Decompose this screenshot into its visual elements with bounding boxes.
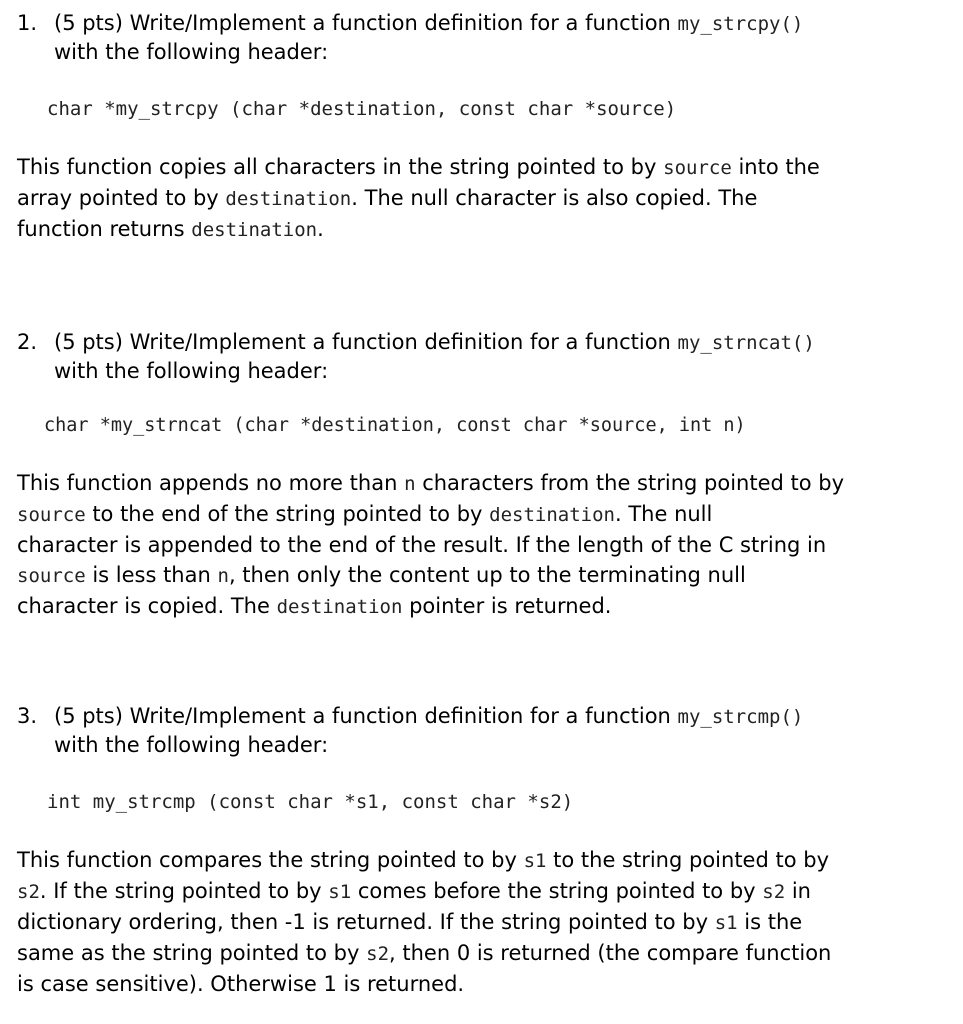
function-signature: int my_strcmp (const char *s1, const char *s2)	[47, 791, 574, 813]
description-line	[17, 530, 917, 560]
description-text: is less than	[85, 563, 218, 587]
code-term: s1	[714, 912, 738, 934]
code-term: destination	[191, 219, 318, 241]
problem-number: 3.	[17, 704, 38, 728]
function-signature: char *my_strcpy (char *destination, const char *source)	[47, 98, 677, 120]
description-text: .	[317, 217, 324, 241]
description-text: . If the string pointed to by	[39, 879, 329, 903]
code-term: s2	[366, 943, 390, 965]
description-line	[17, 499, 917, 530]
description-line	[17, 845, 917, 876]
code-term: source	[17, 565, 86, 587]
problem-description	[17, 845, 917, 999]
problem-description	[17, 152, 917, 245]
description-text: to the string pointed to by	[546, 848, 829, 872]
description-text: array pointed to by	[17, 186, 226, 210]
description-text: character is appended to the end of the result. If the length of the C string in	[17, 533, 827, 557]
problem-description	[17, 468, 917, 622]
description-text: This function compares the string pointed to by	[17, 848, 524, 872]
description-text: characters from the string pointed to by	[415, 471, 845, 495]
code-term: n	[404, 473, 416, 495]
description-line	[17, 591, 917, 622]
description-text: comes before the string pointed to by	[351, 879, 763, 903]
problem-heading	[17, 702, 803, 732]
description-line	[17, 152, 917, 183]
problem-heading	[17, 9, 803, 39]
function-name: my_strcmp()	[677, 706, 804, 728]
description-line	[17, 560, 917, 591]
problem-heading-line2: with the following header:	[54, 359, 329, 383]
description-text: function returns	[17, 217, 192, 241]
description-text: , then 0 is returned (the compare function	[389, 941, 832, 965]
description-text: . The null character is also copied. The	[351, 186, 758, 210]
description-text: . The null	[614, 502, 713, 526]
problem-number: 1.	[17, 11, 38, 35]
code-term: s1	[328, 881, 352, 903]
problem-heading-line2: with the following header:	[54, 733, 329, 757]
description-text: into the	[731, 155, 820, 179]
code-term: s2	[762, 881, 786, 903]
problem-heading-text: (5 pts) Write/Implement a function definition for a function	[54, 704, 671, 728]
code-term: source	[663, 157, 732, 179]
description-line	[17, 938, 917, 969]
problem-heading-line2: with the following header:	[54, 40, 329, 64]
code-term: destination	[225, 188, 352, 210]
description-text: dictionary ordering, then -1 is returned. If the string pointed to by	[17, 910, 715, 934]
description-text: to the end of the string pointed to by	[85, 502, 490, 526]
code-term: source	[17, 504, 86, 526]
code-term: s2	[17, 881, 40, 903]
problem-heading-text: (5 pts) Write/Implement a function definition for a function	[54, 11, 671, 35]
description-line	[17, 214, 917, 245]
description-text: character is copied. The	[17, 594, 277, 618]
problem-heading-text: (5 pts) Write/Implement a function definition for a function	[54, 330, 671, 354]
description-line	[17, 876, 917, 907]
code-term: destination	[489, 504, 615, 526]
description-text: is the	[737, 910, 803, 934]
code-term: destination	[276, 596, 403, 618]
description-text: , then only the content up to the terminating null	[228, 563, 746, 587]
description-text: This function appends no more than	[17, 471, 405, 495]
description-line	[17, 969, 917, 999]
function-name: my_strcpy()	[677, 13, 804, 35]
description-text: This function copies all characters in the string pointed to by	[17, 155, 664, 179]
function-signature: char *my_strncat (char *destination, const char *source, int n)	[44, 415, 746, 436]
description-line	[17, 907, 917, 938]
description-text: in	[785, 879, 811, 903]
description-line	[17, 468, 917, 499]
code-term: n	[217, 565, 229, 587]
problem-number: 2.	[17, 330, 38, 354]
description-text: pointer is returned.	[402, 594, 612, 618]
function-name: my_strncat()	[677, 332, 815, 354]
code-term: s1	[523, 850, 547, 872]
description-text: same as the string pointed to by	[17, 941, 367, 965]
description-text: is case sensitive). Otherwise 1 is returned.	[17, 972, 465, 996]
problem-heading	[17, 328, 815, 358]
description-line	[17, 183, 917, 214]
